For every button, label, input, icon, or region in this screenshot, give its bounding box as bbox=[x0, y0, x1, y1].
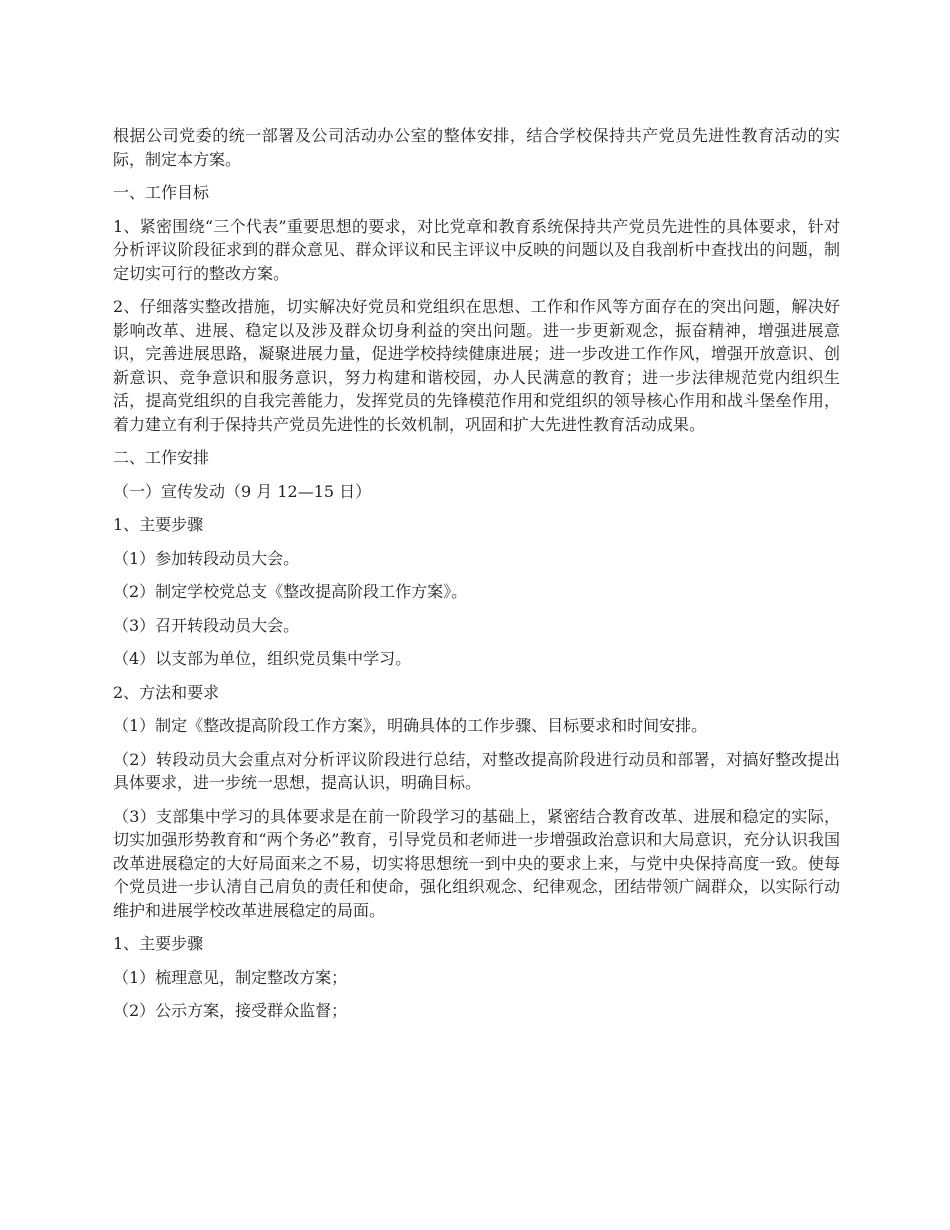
document-body bbox=[113, 124, 840, 1033]
steps-heading-2: 1、主要步骤 bbox=[113, 934, 204, 953]
step-item-2: （2）制定学校党总支《整改提高阶段工作方案》。 bbox=[113, 582, 468, 601]
step2-item-2: （2）公示方案，接受群众监督； bbox=[113, 1001, 348, 1020]
goal-item-1: 1、紧密围绕“三个代表”重要思想的要求，对比党章和教育系统保持共产党员先进性的具体要求，针对分析评议阶段征求到的群众意见、群众评议和民主评议中反映的问题以及自我剖析中查找出的问题，制定切实可行的整改方案。 bbox=[113, 216, 840, 283]
methods-heading: 2、方法和要求 bbox=[113, 682, 220, 702]
goal-item-2: 2、仔细落实整改措施，切实解决好党员和党组织在思想、工作和作风等方面存在的突出问题，解决好影响改革、进展、稳定以及涉及群众切身利益的突出问题。进一步更新观念，振奋精神，增强进展意识，完善进展思路，凝聚进展力量，促进学校持续健康进展；进一步改进工作作风，增强开放意识、创新意识、竞争意识和服务意识，努力构建和谐校园，办人民满意的教育；进一步法律规范党内组织生活，提高党组织的自我完善能力，发挥党员的先锋模范作用和党组织的领导核心作用和战斗堡垒作用，着力建立有利于保持共产党员先进性的长效机制，巩固和扩大先进性教育活动成果。 bbox=[113, 297, 840, 434]
step-item-3: （3）召开转段动员大会。 bbox=[113, 615, 300, 635]
step2-item-1: （1）梳理意见，制定整改方案； bbox=[113, 967, 348, 987]
method-item-2: （2）转段动员大会重点对分析评议阶段进行总结，对整改提高阶段进行动员和部署，对搞好整改提出具体要求，进一步统一思想，提高认识，明确目标。 bbox=[113, 749, 840, 792]
intro-paragraph: 根据公司党委的统一部署及公司活动办公室的整体安排，结合学校保持共产党员先进性教育活动的实际，制定本方案。 bbox=[113, 126, 840, 169]
method-item-3: （3）支部集中学习的具体要求是在前一阶段学习的基础上，紧密结合教育改革、进展和稳定的实际，切实加强形势教育和“两个务必”教育，引导党员和老师进一步增强政治意识和大局意识，充分认识我国改革进展稳定的大好局面来之不易，切实将思想统一到中央的要求上来，与党中央保持高度一致。使每个党员进一步认清自己肩负的责任和使命，强化组织观念、纪律观念，团结带领广阔群众，以实际行动维护和进展学校改革进展稳定的局面。 bbox=[113, 806, 840, 920]
section-heading-work-arrangement: 二、工作安排 bbox=[113, 448, 210, 467]
steps-heading: 1、主要步骤 bbox=[113, 515, 204, 534]
section-heading-work-goals: 一、工作目标 bbox=[113, 183, 210, 202]
step-item-1: （1）参加转段动员大会。 bbox=[113, 548, 300, 568]
method-item-1: （1）制定《整改提高阶段工作方案》，明确具体的工作步骤、目标要求和时间安排。 bbox=[113, 716, 708, 735]
step-item-4: （4）以支部为单位，组织党员集中学习。 bbox=[113, 649, 412, 668]
subsection-heading-publicity: （一）宣传发动（9 月 12—15 日） bbox=[113, 481, 372, 501]
